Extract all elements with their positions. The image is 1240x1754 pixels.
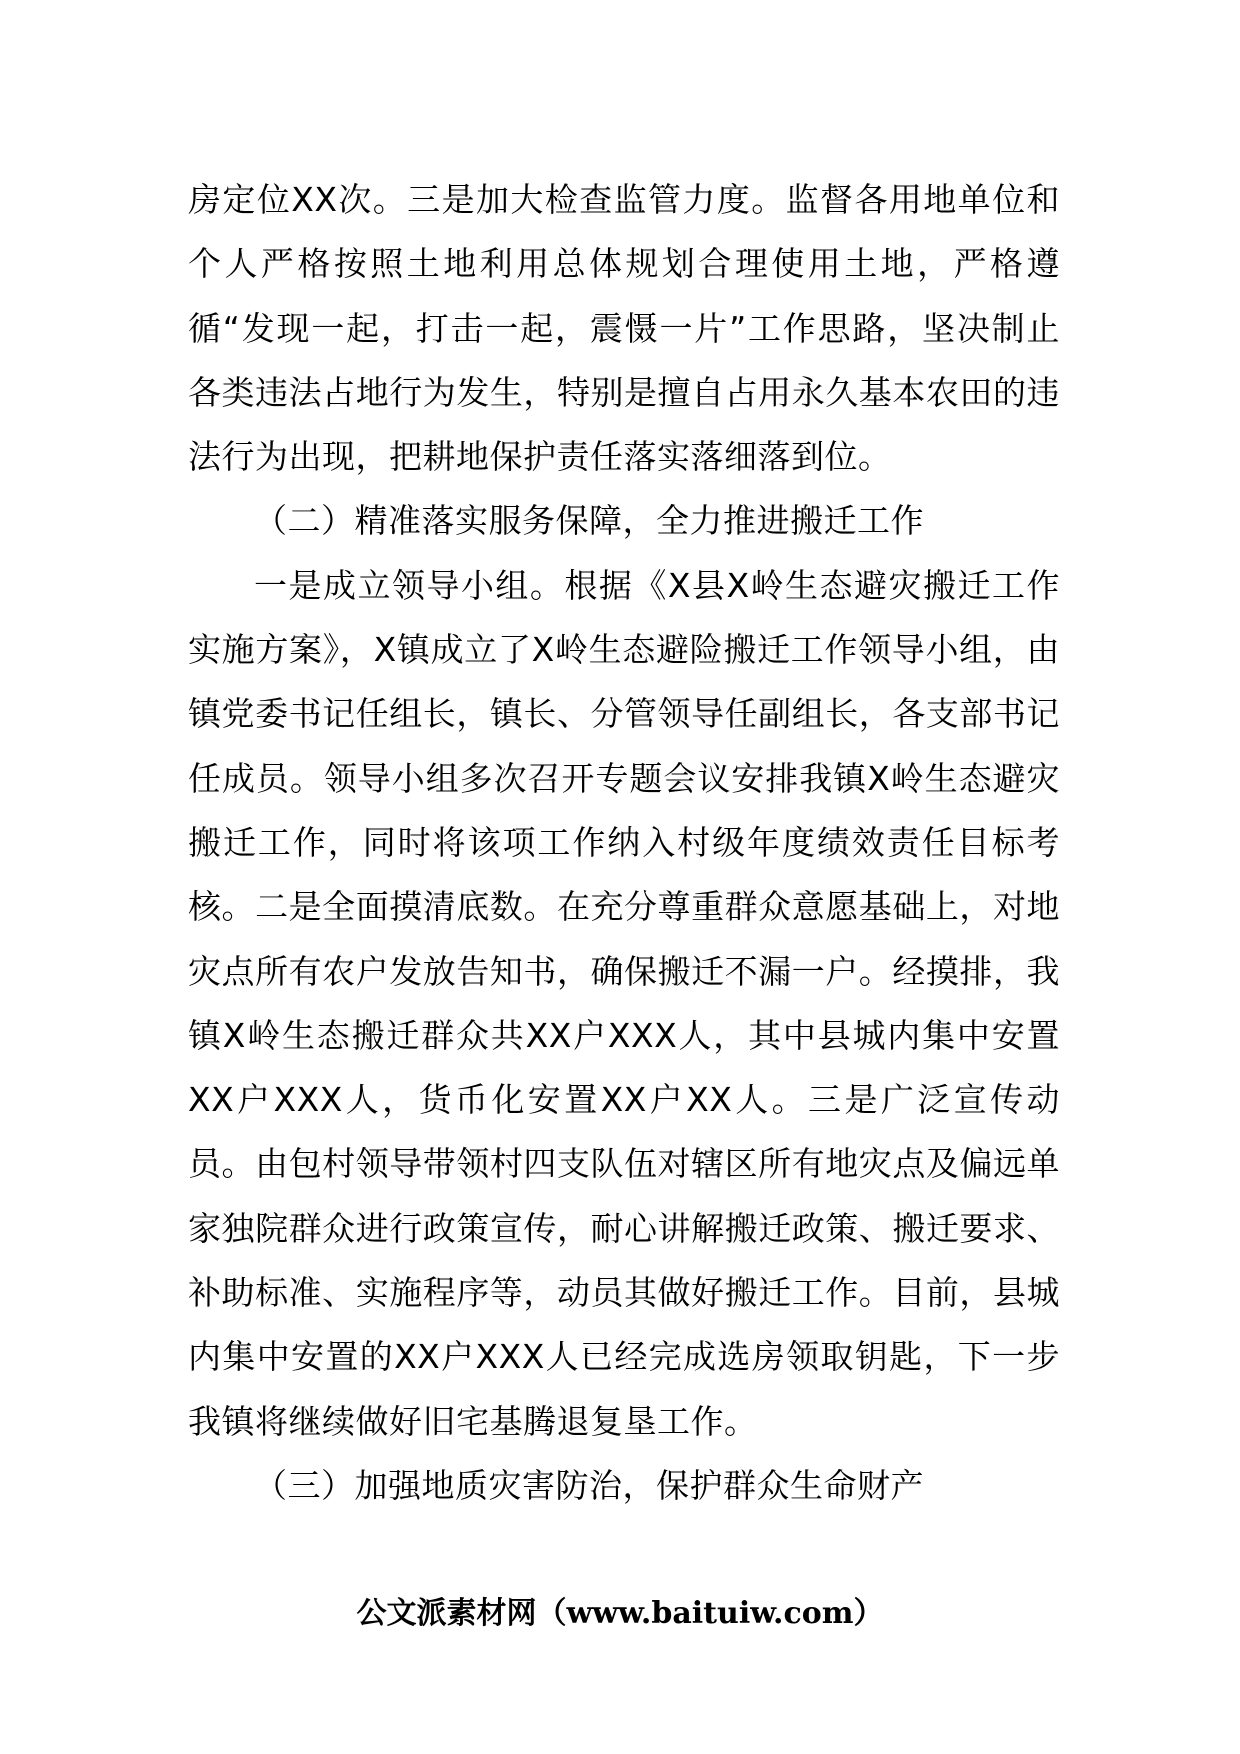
paragraph-continuation: 房定位XX次。三是加大检查监管力度。监督各用地单位和个人严格按照土地利用总体规划合理使用土地，严格遵循“发现一起，打击一起，震慑一片”工作思路，坚决制止各类违法占地行为发生，特别是擅自占用永久基本农田的违法行为出现，把耕地保护责任落实落细落到位。 (188, 180, 1060, 477)
section-heading-3: （三）加强地质灾害防治，保护群众生命财产 (254, 1465, 924, 1505)
document-body (188, 168, 1060, 1518)
paragraph-relocation: 一是成立领导小组。根据《X县X岭生态避灾搬迁工作实施方案》，X镇成立了X岭生态避险搬迁工作领导小组，由镇党委书记任组长，镇长、分管领导任副组长，各支部书记任成员。领导小组多次召开专题会议安排我镇X岭生态避灾搬迁工作，同时将该项工作纳入村级年度绩效责任目标考核。二是全面摸清底数。在充分尊重群众意愿基础上，对地灾点所有农户发放告知书，确保搬迁不漏一户。经摸排，我镇X岭生态搬迁群众共XX户XXX人，其中县城内集中安置XX户XXX人，货币化安置XX户XX人。三是广泛宣传动员。由包村领导带领村四支队伍对辖区所有地灾点及偏远单家独院群众进行政策宣传，耐心讲解搬迁政策、搬迁要求、补助标准、实施程序等，动员其做好搬迁工作。目前，县城内集中安置的XX户XXX人已经完成选房领取钥匙，下一步我镇将继续做好旧宅基腾退复垦工作。 (188, 565, 1060, 1441)
footer-watermark: 公文派素材网（www.baituiw.com） (356, 1596, 884, 1631)
section-heading-2: （二）精准落实服务保障，全力推进搬迁工作 (254, 501, 924, 541)
